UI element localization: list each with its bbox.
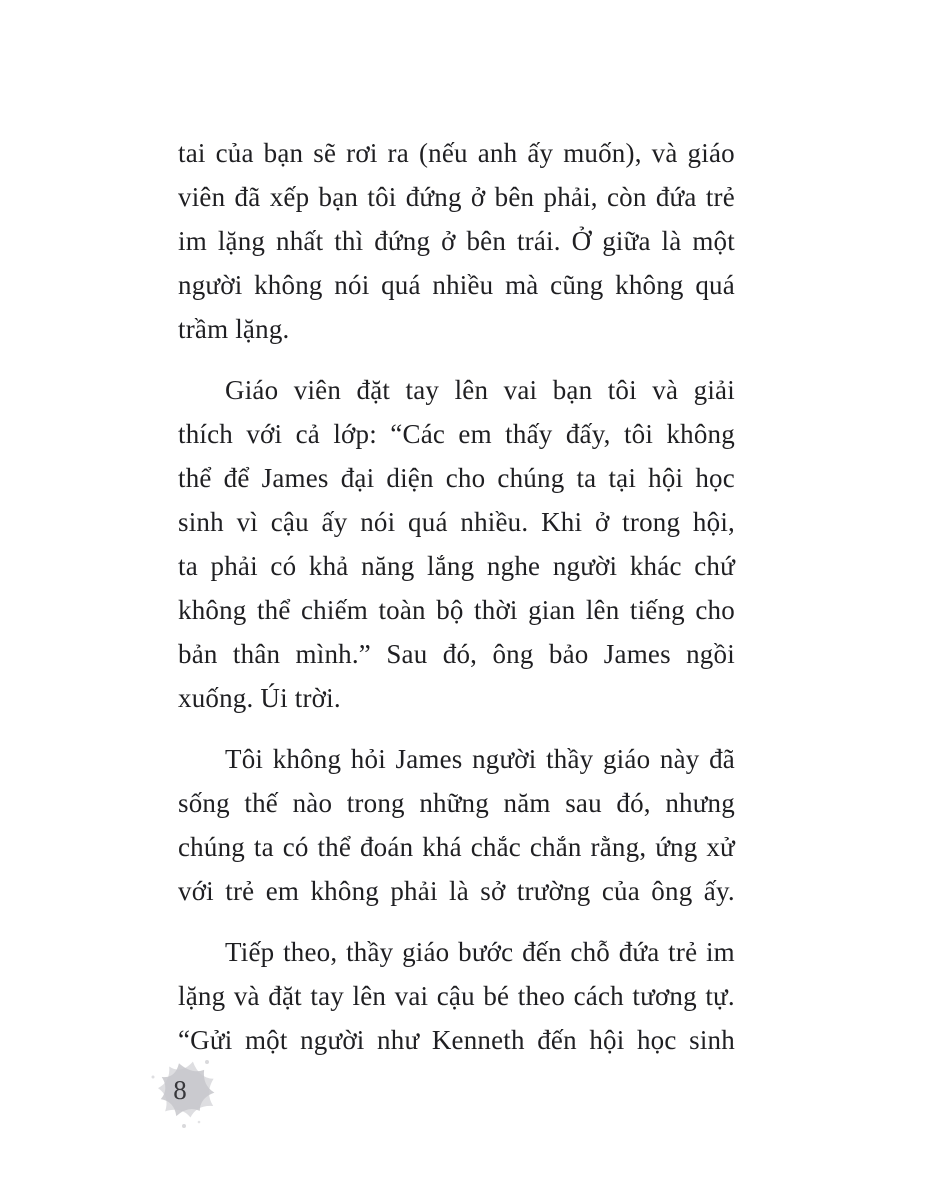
text-line: Tôi không hỏi James người thầy giáo này đã bbox=[225, 744, 735, 774]
text-line: tai của bạn sẽ rơi ra (nếu anh ấy muốn), và giáo bbox=[178, 138, 735, 168]
text-line: viên đã xếp bạn tôi đứng ở bên phải, còn đứa trẻ bbox=[178, 182, 735, 212]
text-line: Tiếp theo, thầy giáo bước đến chỗ đứa trẻ im bbox=[225, 937, 735, 967]
text-line: với trẻ em không phải là sở trường của ông ấy. bbox=[178, 876, 735, 906]
text-line: xuống. Úi trời. bbox=[178, 683, 341, 713]
text-line: chúng ta có thể đoán khá chắc chắn rằng, ứng xử bbox=[178, 832, 735, 862]
paragraph bbox=[178, 131, 735, 351]
text-line: không thể chiếm toàn bộ thời gian lên tiếng cho bbox=[178, 595, 735, 625]
text-line: sinh vì cậu ấy nói quá nhiều. Khi ở trong hội, bbox=[178, 507, 735, 537]
text-line: bản thân mình.” Sau đó, ông bảo James ngồi bbox=[178, 639, 735, 669]
text-line: Giáo viên đặt tay lên vai bạn tôi và giải bbox=[225, 375, 735, 405]
text-block bbox=[178, 131, 735, 1079]
paragraph bbox=[178, 930, 735, 1062]
page-number-splash bbox=[144, 1053, 222, 1131]
text-line: ta phải có khả năng lắng nghe người khác chứ bbox=[178, 551, 735, 581]
paragraph bbox=[178, 368, 735, 720]
text-line: người không nói quá nhiều mà cũng không quá bbox=[178, 270, 735, 300]
text-line: “Gửi một người như Kenneth đến hội học sinh bbox=[178, 1025, 735, 1055]
text-line: thích với cả lớp: “Các em thấy đấy, tôi không bbox=[178, 419, 735, 449]
text-line: lặng và đặt tay lên vai cậu bé theo cách tương tự. bbox=[178, 981, 735, 1011]
text-line: sống thế nào trong những năm sau đó, nhưng bbox=[178, 788, 735, 818]
page-number: 8 bbox=[173, 1074, 187, 1105]
text-line: im lặng nhất thì đứng ở bên trái. Ở giữa là một bbox=[178, 226, 735, 256]
paragraph bbox=[178, 737, 735, 913]
text-line: thể để James đại diện cho chúng ta tại hội học bbox=[178, 463, 735, 493]
text-line: trầm lặng. bbox=[178, 314, 290, 344]
